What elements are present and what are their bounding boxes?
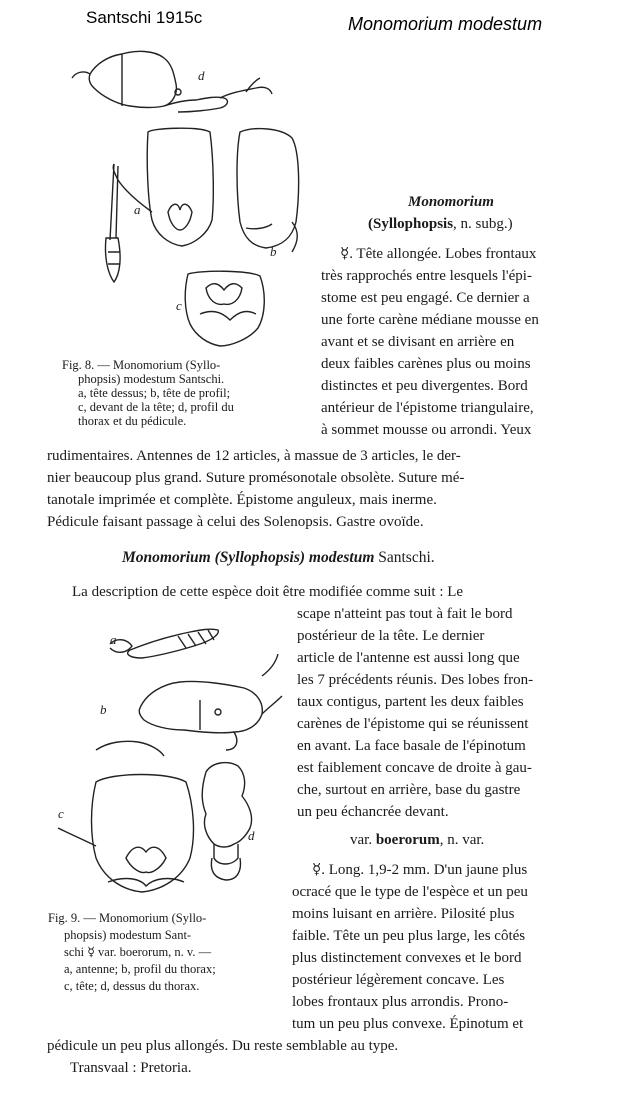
text-line: tum un peu plus convexe. Épinotum et	[292, 1016, 524, 1032]
subgenus-title	[368, 216, 513, 233]
species-genus: Monomorium	[122, 549, 211, 566]
text-line: stome est peu engagé. Ce dernier a	[321, 290, 530, 306]
fig9-caption-line: c, tête; d, dessus du thorax.	[64, 979, 200, 993]
species-subgenus: (Syllophopsis)	[214, 549, 306, 566]
text-line: avant et se divisant en arrière en	[321, 334, 515, 350]
subgenus-name: (Syllophopsis	[368, 216, 454, 232]
text-line: postérieur de la tête. Le dernier	[297, 628, 485, 644]
text-line: est faiblement concave de droite à gau-	[297, 760, 532, 776]
text-line: La description de cette espèce doit être modifiée comme suit : Le	[72, 584, 464, 600]
text-line: faible. Tête un peu plus large, les côtés	[292, 928, 526, 944]
fig8-label-b: b	[270, 244, 277, 259]
fig8-caption-line: a, tête dessus; b, tête de profil;	[78, 386, 231, 400]
fig8-caption-line: thorax et du pédicule.	[78, 414, 187, 428]
text-line: ocracé que le type de l'espèce et un peu	[292, 884, 528, 900]
text-line: scape n'atteint pas tout à fait le bord	[297, 606, 513, 622]
text-line: nier beaucoup plus grand. Suture promésonotale obsolète. Suture mé-	[47, 470, 465, 486]
text-line: Pédicule faisant passage à celui des Solenopsis. Gastre ovoïde.	[47, 514, 424, 530]
locality: Transvaal : Pretoria.	[70, 1060, 192, 1076]
fig9-label-b: b	[100, 702, 107, 717]
variety-heading	[350, 832, 484, 849]
fig8-caption-line: phopsis) modestum Santschi.	[78, 372, 225, 386]
header-species: Monomorium modestum	[348, 14, 543, 34]
fig8-label-a: a	[134, 202, 141, 217]
text-line: ☿. Tête allongée. Lobes frontaux	[340, 246, 537, 262]
variety-name: boerorum	[375, 832, 440, 848]
fig9-caption-line: a, antenne; b, profil du thorax;	[64, 962, 216, 976]
fig8-caption-line: c, devant de la tête; d, profil du	[78, 400, 234, 414]
text-line: antérieur de l'épistome triangulaire,	[321, 400, 534, 416]
text-line: article de l'antenne est aussi long que	[297, 650, 520, 666]
species-heading	[122, 549, 435, 567]
text-line: une forte carène médiane mousse en	[321, 312, 539, 328]
header-citation: Santschi 1915c	[86, 8, 203, 27]
species-author: Santschi.	[378, 549, 435, 566]
fig9-caption-line: schi ☿ var. boerorum, n. v. —	[64, 945, 212, 959]
text-line: ☿. Long. 1,9-2 mm. D'un jaune plus	[312, 862, 528, 878]
text-line: che, surtout en arrière, base du gastre	[297, 782, 521, 798]
text-line: pédicule un peu plus allongés. Du reste semblable au type.	[47, 1038, 399, 1054]
fig9-caption-line: Fig. 9. — Monomorium (Syllo-	[48, 911, 207, 925]
variety-suffix: , n. var.	[439, 832, 485, 848]
fig9-label-a: a	[110, 632, 117, 647]
subgenus-rest: , n. subg.)	[453, 216, 513, 232]
fig9-head	[92, 775, 194, 893]
fig9-antenna	[128, 629, 219, 658]
fig8-head-front	[185, 271, 264, 346]
text-line: tanotale imprimée et complète. Épistome anguleux, mais inerme.	[47, 492, 437, 508]
fig9-thorax-profile	[139, 681, 262, 732]
text-line: plus distinctement convexes et le bord	[292, 950, 522, 966]
text-line: très rapprochés entre lesquels l'épi-	[321, 268, 532, 284]
species-epithet: modestum	[308, 549, 375, 566]
text-line: taux contigus, partent les deux faibles	[297, 694, 524, 710]
fig8-caption-line: Fig. 8. — Monomorium (Syllo-	[62, 358, 221, 372]
fig8-head-profile	[237, 129, 299, 248]
fig8-label-d: d	[198, 68, 205, 83]
text-line: deux faibles carènes plus ou moins	[321, 356, 531, 372]
figure-9-drawing	[50, 596, 290, 900]
fig8-label-c: c	[176, 298, 182, 313]
text-line: à sommet mousse ou arrondi. Yeux	[321, 422, 532, 438]
text-line: distinctes et peu divergentes. Bord	[321, 378, 528, 394]
text-line: lobes frontaux plus arrondis. Prono-	[292, 994, 509, 1010]
text-line: postérieur légèrement concave. Les	[292, 972, 505, 988]
text-line: rudimentaires. Antennes de 12 articles, à massue de 3 articles, le der-	[47, 448, 461, 464]
figure-8-drawing	[60, 42, 310, 352]
text-line: un peu échancrée devant.	[297, 804, 449, 820]
text-line: moins luisant en arrière. Pilosité plus	[292, 906, 515, 922]
fig9-thorax-dorsal	[202, 763, 251, 847]
variety-prefix: var.	[350, 832, 373, 848]
fig9-caption-line: phopsis) modestum Sant-	[64, 928, 192, 942]
text-line: en avant. La face basale de l'épinotum	[297, 738, 526, 754]
fig9-label-d: d	[248, 828, 255, 843]
fig8-head-dorsal	[147, 128, 213, 246]
fig9-label-c: c	[58, 806, 64, 821]
fig8-thorax-profile	[89, 51, 176, 107]
text-line: les 7 précédents réunis. Des lobes fron-	[297, 672, 534, 688]
text-line: carènes de l'épistome qui se réunissent	[297, 716, 529, 732]
genus-title: Monomorium	[408, 194, 494, 210]
